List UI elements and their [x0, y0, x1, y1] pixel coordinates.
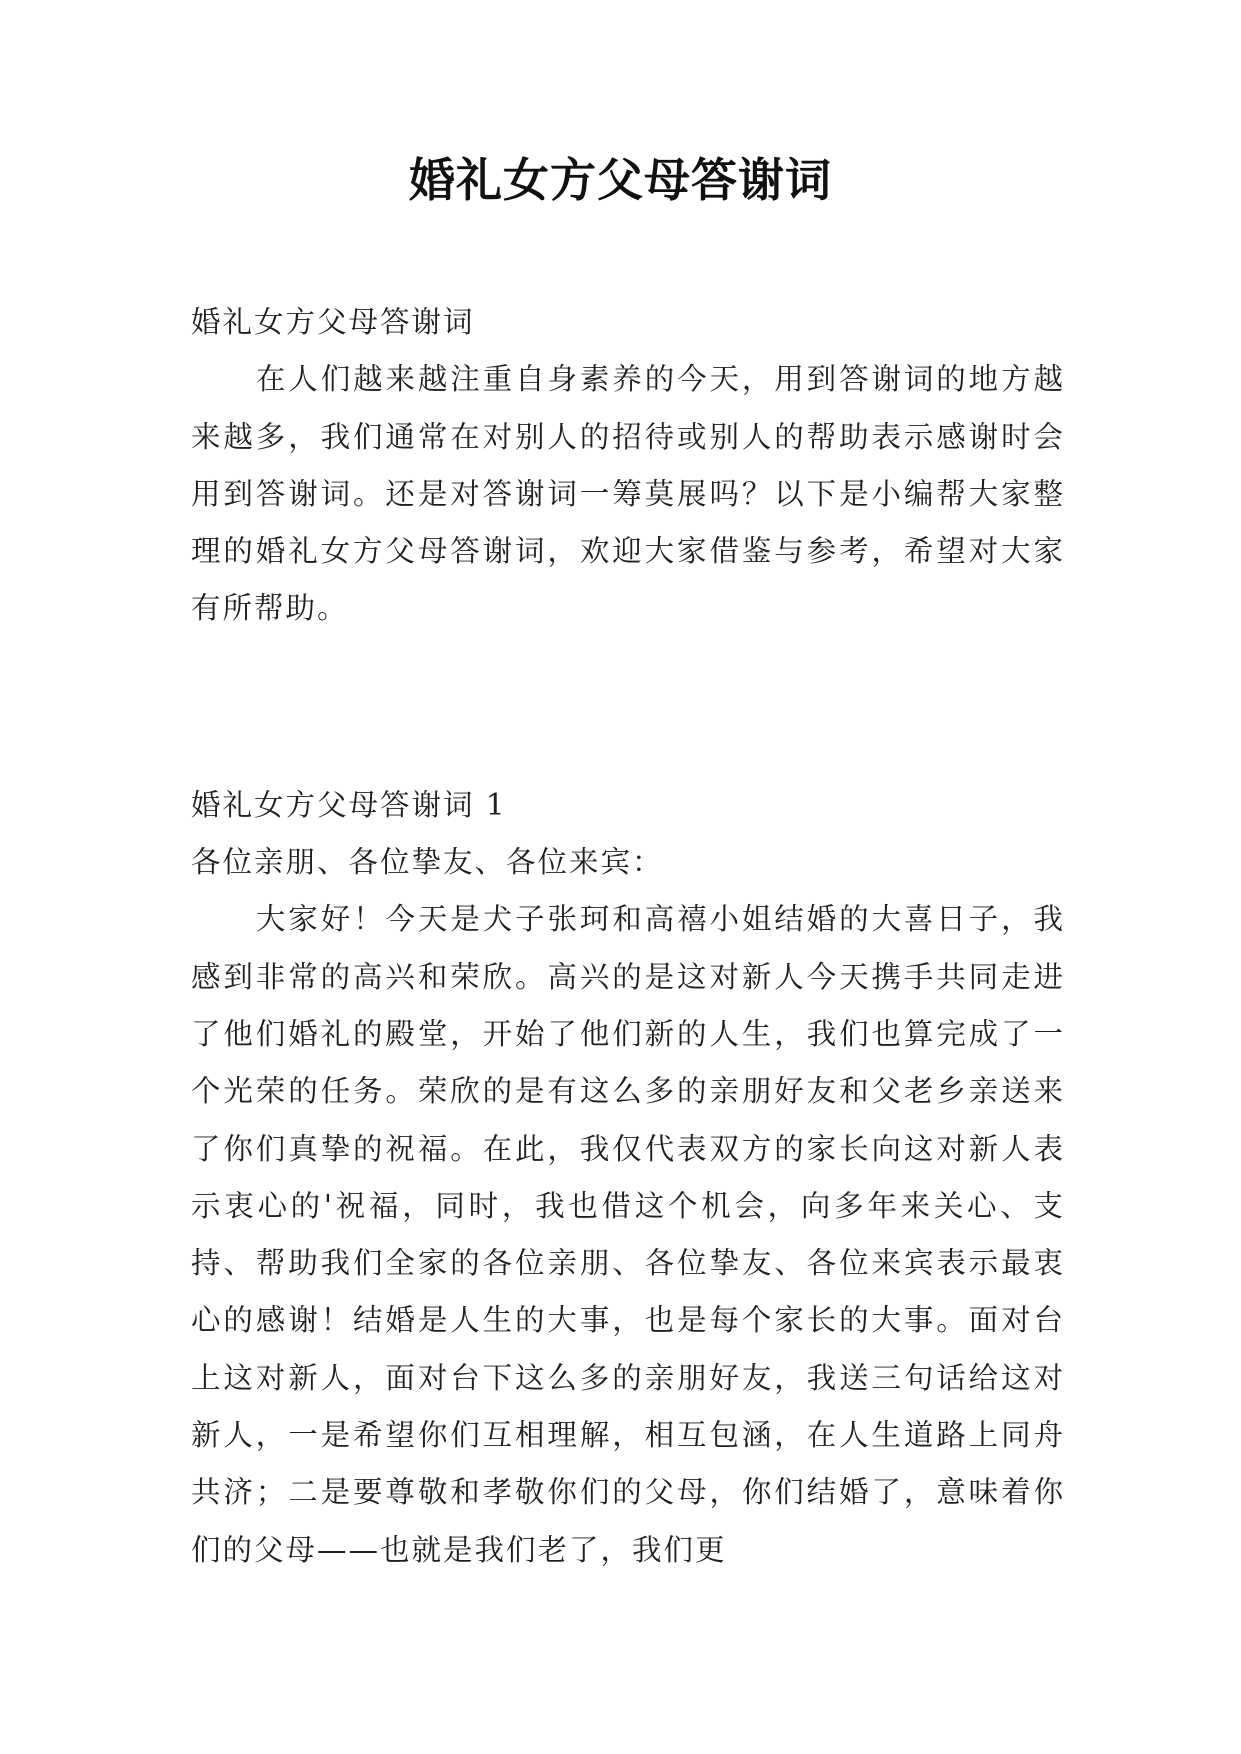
- section-heading: 婚礼女方父母答谢词 1: [191, 787, 507, 822]
- document-title: 婚礼女方父母答谢词: [409, 153, 832, 207]
- salutation: 各位亲朋、各位挚友、各位来宾：: [191, 845, 664, 880]
- intro-paragraph: 在人们越来越注重自身素养的今天，用到答谢词的地方越来越多，我们通常在对别人的招待或别人的帮助表示感谢时会用到答谢词。还是对答谢词一筹莫展吗？以下是小编帮大家整理的婚礼女方父母答谢词，欢迎大家借鉴与参考，希望对大家有所帮助。: [191, 362, 1065, 626]
- section-spacer: [191, 638, 1065, 777]
- intro-heading: 婚礼女方父母答谢词: [191, 305, 475, 339]
- document-body: [191, 294, 1065, 1579]
- body-paragraph: 大家好！今天是犬子张珂和高禧小姐结婚的大喜日子，我感到非常的高兴和荣欣。高兴的是这对新人今天携手共同走进了他们婚礼的殿堂，开始了他们新的人生，我们也算完成了一个光荣的任务。荣欣的是有这么多的亲朋好友和父老乡亲送来了你们真挚的祝福。在此，我仅代表双方的家长向这对新人表示衷心的'祝福，同时，我也借这个机会，向多年来关心、支持、帮助我们全家的各位亲朋、各位挚友、各位来宾表示最衷心的感谢！结婚是人生的大事，也是每个家长的大事。面对台上这对新人，面对台下这么多的亲朋好友，我送三句话给这对新人，一是希望你们互相理解，相互包涵，在人生道路上同舟共济；二是要尊敬和孝敬你们的父母，你们结婚了，意味着你们的父母——也就是我们老了，我们更: [191, 902, 1065, 1567]
